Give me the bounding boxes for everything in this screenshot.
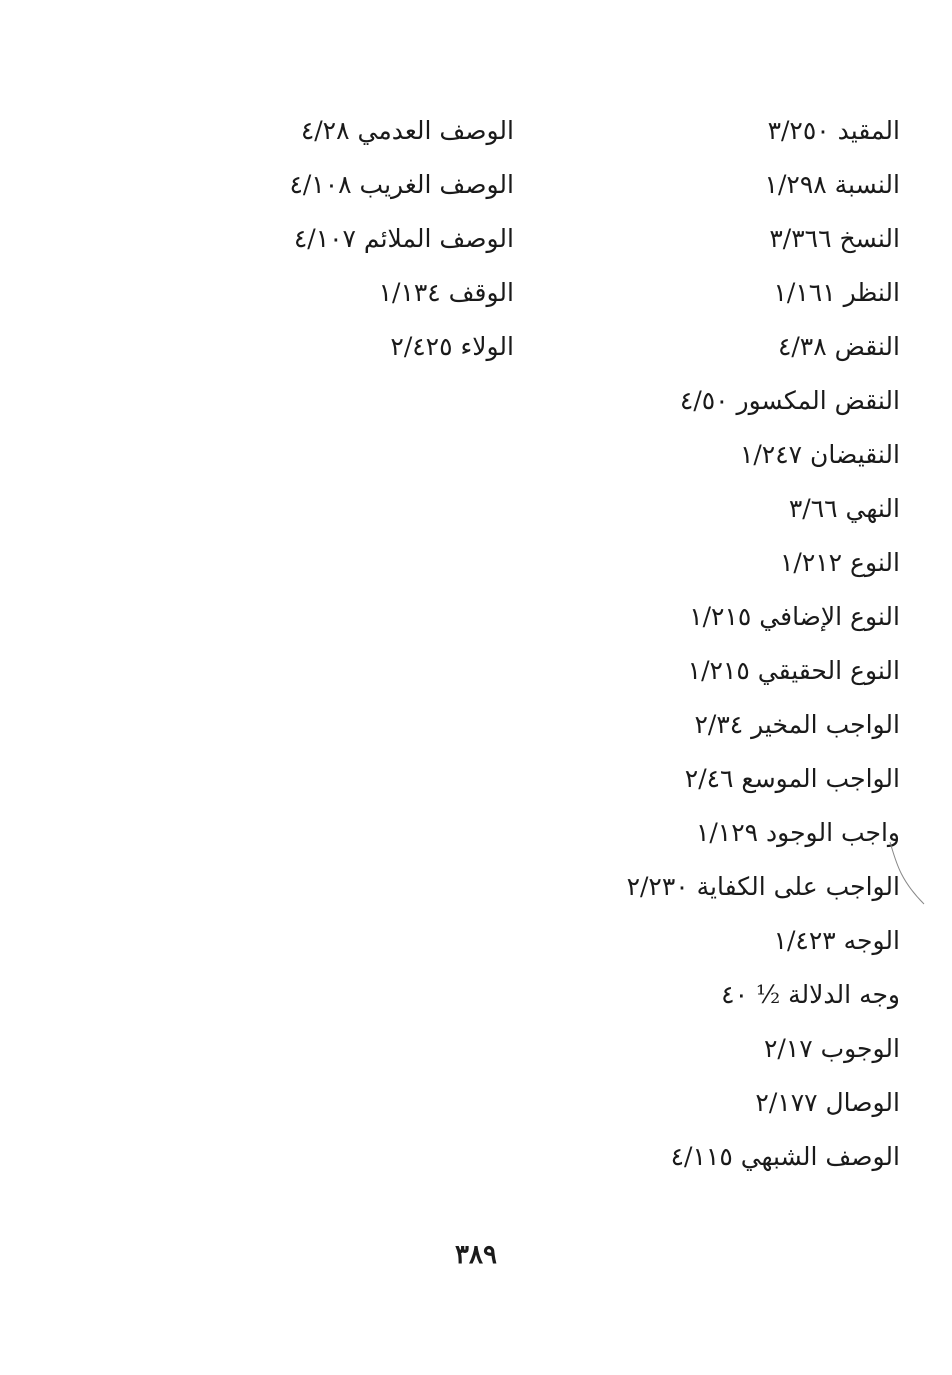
index-entry: النقض المكسور ٤/٥٠ [679,386,900,415]
index-entry: النهي ٣/٦٦ [788,494,900,523]
index-entry: النوع الحقيقي ١/٢١٥ [687,656,900,685]
index-entry: المقيد ٣/٢٥٠ [767,116,900,145]
page-number: ٣٨٩ [455,1240,497,1270]
index-entry: النظر ١/١٦١ [773,278,900,307]
index-entry: النوع الإضافي ١/٢١٥ [689,602,900,631]
index-entry: الوقف ١/١٣٤ [378,278,514,307]
index-entry: الواجب المخير ٢/٣٤ [694,710,900,739]
index-column-left [214,104,514,374]
index-column-right [540,104,900,1184]
index-entry: النقض ٤/٣٨ [777,332,900,361]
index-entry: الوصف الملائم ٤/١٠٧ [293,224,514,253]
index-entry: النسخ ٣/٣٦٦ [769,224,900,253]
index-entry: الواجب الموسع ٢/٤٦ [684,764,900,793]
index-entry: واجب الوجود ١/١٢٩ [695,818,900,847]
index-entry: النقيضان ١/٢٤٧ [739,440,900,469]
index-entry: الواجب على الكفاية ٢/٢٣٠ [626,872,900,901]
index-entry: الوصف العدمي ٤/٢٨ [300,116,514,145]
scan-mark-line [888,840,928,910]
index-entry: الولاء ٢/٤٢٥ [390,332,514,361]
index-entry: الوجه ١/٤٢٣ [773,926,900,955]
index-entry: الوجوب ٢/١٧ [763,1034,900,1063]
index-entry: النوع ١/٢١٢ [779,548,900,577]
index-entry: الوصال ٢/١٧٧ [755,1088,900,1117]
index-entry: الوصف الشبهي ٤/١١٥ [670,1142,900,1171]
index-entry: وجه الدلالة ½ ٤٠ [721,980,900,1009]
index-entry: النسبة ١/٢٩٨ [764,170,900,199]
index-entry: الوصف الغريب ٤/١٠٨ [289,170,514,199]
